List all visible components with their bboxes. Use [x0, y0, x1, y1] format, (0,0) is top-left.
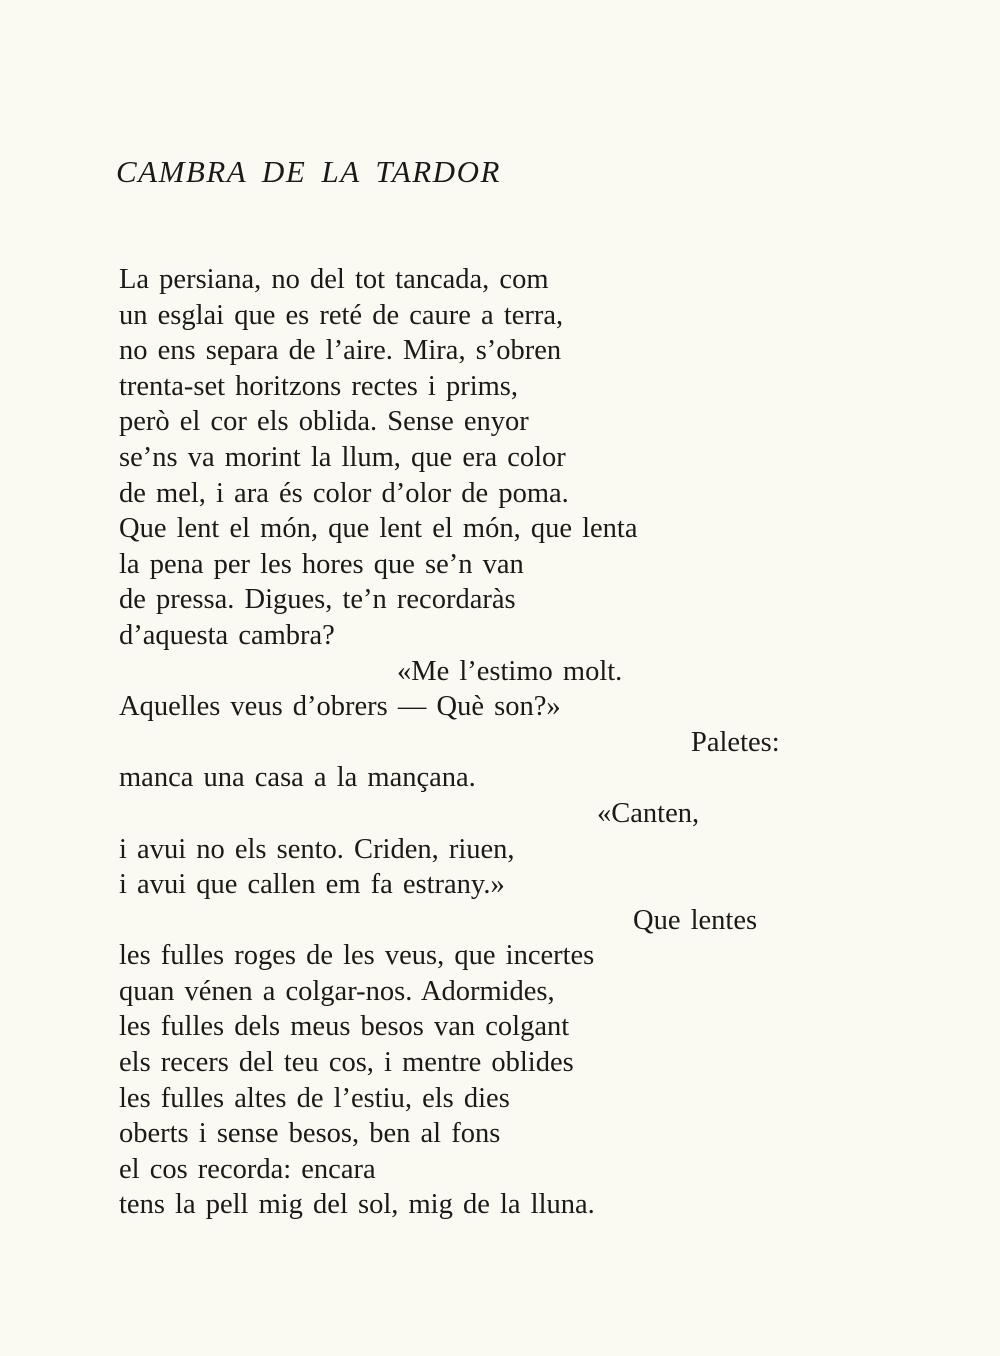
poem-line: quan vénen a colgar-nos. Adormides,	[119, 975, 555, 1007]
poem-line: les fulles dels meus besos van colgant	[119, 1011, 570, 1043]
poem-line: la pena per les hores que se’n van	[119, 548, 524, 580]
poem-line: les fulles altes de l’estiu, els dies	[119, 1082, 510, 1114]
poem-line: de pressa. Digues, te’n recordaràs	[119, 584, 516, 616]
poem-line: se’ns va morint la llum, que era color	[119, 441, 566, 473]
poem-line: el cos recorda: encara	[119, 1153, 376, 1185]
poem-line: Que lent el món, que lent el món, que lenta	[119, 513, 638, 545]
poem-line: tens la pell mig del sol, mig de la lluna.	[119, 1189, 595, 1221]
poem-line: oberts i sense besos, ben al fons	[119, 1118, 501, 1150]
poem-line: i avui que callen em fa estrany.»	[119, 869, 505, 901]
poem-body	[119, 262, 879, 1223]
poem-line: d’aquesta cambra?	[119, 619, 335, 651]
poem-line: «Canten,	[597, 797, 700, 829]
poem-line: trenta-set horitzons rectes i prims,	[119, 370, 519, 402]
poem-title: CAMBRA DE LA TARDOR	[116, 154, 501, 189]
poem-line: un esglai que es reté de caure a terra,	[119, 299, 564, 331]
poem-line: La persiana, no del tot tancada, com	[119, 264, 549, 295]
poem-line: «Me l’estimo molt.	[397, 655, 623, 687]
poem-line: però el cor els oblida. Sense enyor	[119, 406, 529, 438]
poem-line: els recers del teu cos, i mentre oblides	[119, 1047, 574, 1079]
poem-line: Paletes:	[691, 726, 780, 758]
poem-line: Aquelles veus d’obrers — Què son?»	[119, 691, 561, 723]
poem-line: Que lentes	[633, 904, 758, 936]
poem-line: manca una casa a la mançana.	[119, 762, 476, 794]
poem-line: i avui no els sento. Criden, riuen,	[119, 833, 515, 865]
poem-line: de mel, i ara és color d’olor de poma.	[119, 477, 569, 509]
poem-line: les fulles roges de les veus, que incertes	[119, 940, 595, 972]
poem-line: no ens separa de l’aire. Mira, s’obren	[119, 335, 562, 367]
